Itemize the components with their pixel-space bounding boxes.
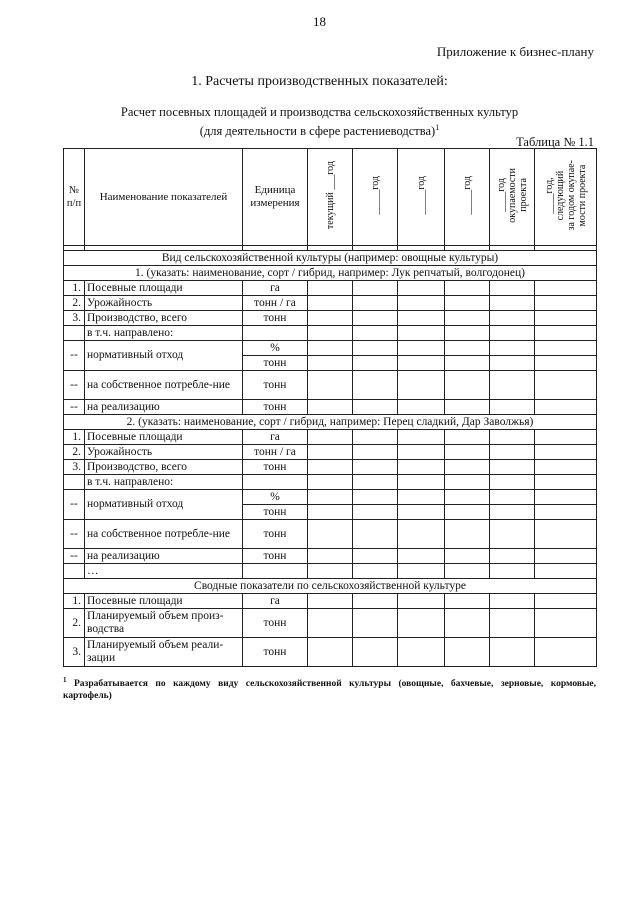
table-row: -- на собственное потребле-ние тонн bbox=[64, 520, 597, 549]
group1-title-cell: 1. (указать: наименование, сорт / гибрид, например: Лук репчатый, волгодонец) bbox=[64, 266, 597, 281]
footnote bbox=[63, 674, 596, 702]
table-row: тонн bbox=[64, 505, 597, 520]
calculation-title-line2: (для деятельности в сфере растениеводства) bbox=[199, 124, 436, 139]
summary-row: 1. Посевные площади га bbox=[64, 594, 597, 609]
header-year-4: _____год bbox=[445, 149, 490, 246]
header-num: № п/п bbox=[64, 149, 85, 246]
table-header-row bbox=[64, 149, 597, 246]
table-row: в т.ч. направлено: bbox=[64, 326, 597, 341]
group1-title-row bbox=[64, 266, 597, 281]
table-row: тонн bbox=[64, 356, 597, 371]
calculation-title-line1: Расчет посевных площадей и производства сельскохозяйственных культур bbox=[120, 105, 519, 119]
table-row: -- на реализацию тонн bbox=[64, 400, 597, 415]
table-row: -- на реализацию тонн bbox=[64, 549, 597, 564]
table-row: -- нормативный отход % bbox=[64, 490, 597, 505]
table-row: 2. Урожайность тонн / га bbox=[64, 445, 597, 460]
crop-type-cell: Вид сельскохозяйственной культуры (например: овощные культуры) bbox=[64, 251, 597, 266]
table-row: -- на собственное потребле-ние тонн bbox=[64, 371, 597, 400]
page-number: 18 bbox=[313, 14, 326, 29]
ellipsis-row: … bbox=[64, 564, 597, 579]
header-year-payback: ____год окупаемости проекта bbox=[490, 149, 535, 246]
table-number: Таблица № 1.1 bbox=[516, 135, 594, 149]
header-year-2: _____год bbox=[353, 149, 398, 246]
table-row: в т.ч. направлено: bbox=[64, 475, 597, 490]
header-year-current: текущий ___год bbox=[308, 149, 353, 246]
appendix-label: Приложение к бизнес-плану bbox=[436, 44, 594, 59]
summary-row: 2. Планируемый объем произ-водства тонн bbox=[64, 609, 597, 638]
table-row: 1. Посевные площади га bbox=[64, 430, 597, 445]
summary-title-cell: Сводные показатели по сельскохозяйственной культуре bbox=[64, 579, 597, 594]
table-row: 3. Производство, всего тонн bbox=[64, 311, 597, 326]
summary-row: 3. Планируемый объем реали-зации тонн bbox=[64, 638, 597, 667]
table-row: 2. Урожайность тонн / га bbox=[64, 296, 597, 311]
header-name: Наименование показателей bbox=[85, 149, 243, 246]
footnote-reference: 1 bbox=[435, 123, 440, 132]
header-year-after-payback: ____год, следующий за годом окупае- мости проекта bbox=[535, 149, 597, 246]
section-title: 1. Расчеты производственных показателей: bbox=[191, 74, 448, 89]
production-table bbox=[63, 148, 597, 667]
footnote-text: Разрабатывается по каждому виду сельскохозяйственной культуры (овощные, бахчевые, зерновые, кормовые, картофель) bbox=[63, 679, 596, 702]
group2-title-row bbox=[64, 415, 597, 430]
summary-title-row bbox=[64, 579, 597, 594]
header-year-3: _____год bbox=[398, 149, 445, 246]
table-row: 1. Посевные площади га bbox=[64, 281, 597, 296]
group2-title-cell: 2. (указать: наименование, сорт / гибрид, например: Перец сладкий, Дар Заволжья) bbox=[64, 415, 597, 430]
crop-type-row bbox=[64, 251, 597, 266]
table-row: -- нормативный отход % bbox=[64, 341, 597, 356]
footnote-mark: 1 bbox=[63, 676, 67, 684]
table-row: 3. Производство, всего тонн bbox=[64, 460, 597, 475]
header-unit: Единица измерения bbox=[243, 149, 308, 246]
